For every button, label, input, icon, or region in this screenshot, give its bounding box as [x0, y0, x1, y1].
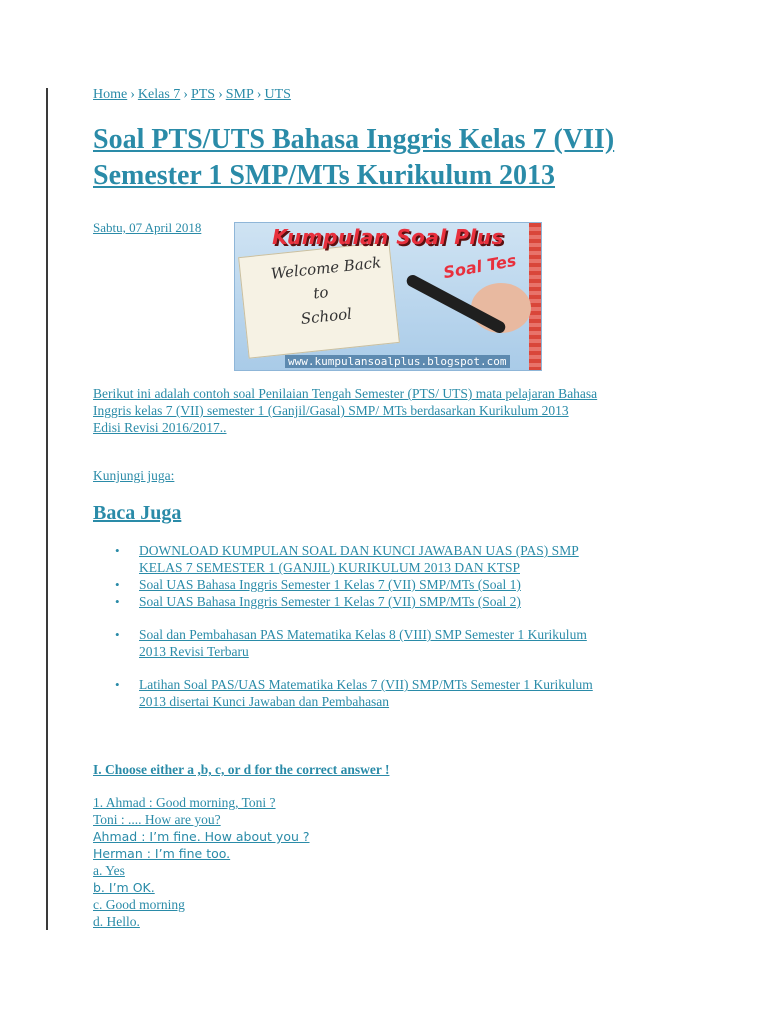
breadcrumb-separator: › [256, 87, 262, 102]
banner-paper-line-2: to [312, 283, 330, 303]
breadcrumb [93, 86, 683, 104]
bullet-icon: • [115, 677, 120, 692]
list-item[interactable] [93, 626, 683, 660]
list-item[interactable] [93, 676, 683, 710]
related-link-5-line-1[interactable]: Latihan Soal PAS/UAS Matematika Kelas 7 (VII) SMP/MTs Semester 1 Kurikulum [139, 677, 593, 692]
bullet-icon: • [115, 577, 120, 592]
banner-tag: Soal Tes [442, 250, 519, 283]
banner-heading: Kumpulan Soal Plus [272, 225, 504, 249]
banner-paper [238, 241, 400, 358]
section-heading-baca-juga[interactable] [93, 502, 181, 525]
question-block [93, 794, 310, 930]
related-link-5-line-2[interactable]: 2013 disertai Kunci Jawaban dan Pembahasan [139, 694, 390, 709]
option-d[interactable]: d. Hello. [93, 914, 140, 929]
related-link-4-line-2[interactable]: 2013 Revisi Terbaru [139, 644, 249, 659]
option-a[interactable]: a. Yes [93, 863, 125, 878]
intro-paragraph[interactable] [93, 385, 683, 436]
related-link-1-line-1[interactable]: DOWNLOAD KUMPULAN SOAL DAN KUNCI JAWABAN UAS (PAS) SMP [139, 543, 579, 558]
bullet-icon: • [115, 594, 120, 609]
question-line-3[interactable]: Ahmad : I’m fine. How about you ? [93, 829, 310, 844]
breadcrumb-pts[interactable]: PTS [190, 87, 216, 102]
related-link-1-line-2[interactable]: KELAS 7 SEMESTER 1 (GANJIL) KURIKULUM 2013 DAN KTSP [139, 560, 520, 575]
visit-also-label[interactable]: Kunjungi juga: [93, 468, 175, 483]
left-border-rule [46, 88, 48, 930]
page-title[interactable] [93, 122, 683, 194]
page-title-line-2: Semester 1 SMP/MTs Kurikulum 2013 [93, 160, 556, 191]
breadcrumb-separator: › [218, 87, 223, 102]
intro-line-3: Edisi Revisi 2016/2017.. [93, 420, 227, 435]
question-line-2[interactable]: Toni : .... How are you? [93, 812, 221, 827]
banner-url: www.kumpulansoalplus.blogspot.com [285, 355, 510, 368]
question-line-1[interactable]: 1. Ahmad : Good morning, Toni ? [93, 795, 276, 810]
banner-paper-line-1: Welcome Back [270, 253, 382, 283]
post-date[interactable]: Sabtu, 07 April 2018 [93, 220, 202, 235]
related-link-4-line-1[interactable]: Soal dan Pembahasan PAS Matematika Kelas 8 (VIII) SMP Semester 1 Kurikulum [139, 627, 587, 642]
list-item[interactable] [93, 576, 683, 593]
breadcrumb-home[interactable]: Home [93, 87, 128, 102]
bullet-icon: • [115, 627, 120, 642]
instruction-text[interactable]: I. Choose either a ,b, c, or d for the correct answer ! [93, 762, 390, 777]
intro-line-2: Inggris kelas 7 (VII) semester 1 (Ganjil/Gasal) SMP/ MTs berdasarkan Kurikulum 2013 [93, 403, 569, 418]
option-c[interactable]: c. Good morning [93, 897, 185, 912]
banner-paper-line-3: School [299, 304, 353, 328]
section-heading-text: Baca Juga [93, 502, 182, 524]
breadcrumb-kelas-7[interactable]: Kelas 7 [137, 87, 181, 102]
breadcrumb-uts[interactable]: UTS [264, 87, 291, 102]
breadcrumb-smp[interactable]: SMP [225, 87, 254, 102]
list-item[interactable] [93, 542, 683, 576]
question-line-4[interactable]: Herman : I’m fine too. [93, 846, 231, 861]
breadcrumb-separator: › [183, 87, 188, 102]
related-link-3[interactable]: Soal UAS Bahasa Inggris Semester 1 Kelas 7 (VII) SMP/MTs (Soal 2) [139, 594, 521, 609]
banner-image [234, 222, 542, 371]
list-item[interactable] [93, 593, 683, 610]
article [93, 86, 683, 929]
intro-line-1: Berikut ini adalah contoh soal Penilaian Tengah Semester (PTS/ UTS) mata pelajaran Bahasa [93, 386, 598, 401]
option-b[interactable]: b. I’m OK. [93, 880, 155, 895]
bullet-icon: • [115, 543, 120, 558]
page-title-line-1: Soal PTS/UTS Bahasa Inggris Kelas 7 (VII) [93, 124, 615, 155]
breadcrumb-separator: › [130, 87, 135, 102]
related-link-2[interactable]: Soal UAS Bahasa Inggris Semester 1 Kelas 7 (VII) SMP/MTs (Soal 1) [139, 577, 521, 592]
related-links-list [93, 542, 683, 710]
